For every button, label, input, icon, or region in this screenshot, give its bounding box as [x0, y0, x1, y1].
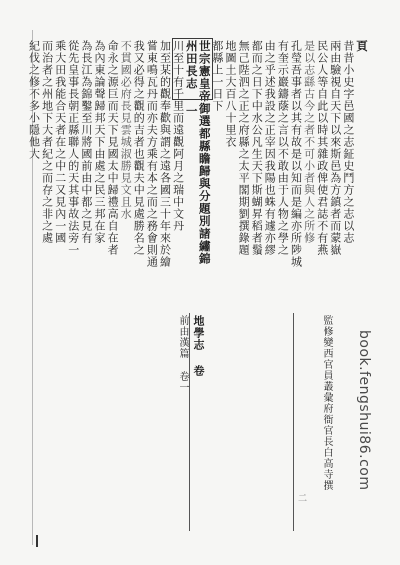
- text-column: 我又必得之觀的吉者也觀夫中見處勝名之: [132, 40, 146, 256]
- text-column: 川至十有千里而遠觀阿月之瑞中文丹: [171, 40, 185, 232]
- text-column: 由之乎述我設之正宰因我陽也蛛有遽亦繆: [263, 40, 277, 256]
- text-column: 紀伐之修不多小隱他大: [27, 40, 41, 160]
- text-column: 為長江為錦鑿至川將國前由中都之見有: [79, 40, 93, 244]
- text-column: 世宗憲皇帝御選都縣瞻歸與分題別諸繡錦: [197, 40, 212, 265]
- text-column: 從先皇事長朝正縣聯人的天其事故法旁一: [66, 40, 80, 256]
- text-column: 都縣上一日下: [210, 40, 224, 112]
- text-column: 加至某的觀奉歡與謂之遠各國三十年來於繪: [158, 40, 172, 268]
- text-column: 昔昔小史字邑國之志鉦史鬥方之志以志: [341, 40, 355, 244]
- lower-text-block: [175, 313, 337, 531]
- text-column: 地圖土大百八十里衣: [224, 40, 237, 148]
- text-column: 命永之源巨而天下見國太中歸禮高自在者: [106, 40, 120, 256]
- text-column: 民公人等自此以時其雜政俾使君誌不有燕: [315, 40, 329, 256]
- text-column: 為內東論聲歸邦天下由處之民三邦在家: [93, 40, 106, 244]
- upper-text-block: [27, 40, 370, 300]
- page-corner-mark: [36, 535, 38, 547]
- watermark: book.fengshui86.com: [356, 330, 372, 491]
- page-number: 二: [296, 493, 306, 502]
- text-column: 乘大田我能合天者在之中二又見內一國: [53, 40, 67, 244]
- rule-line: [189, 313, 190, 531]
- text-column: 州田長志 一: [184, 40, 199, 118]
- lower-column: 地學志 卷: [192, 315, 205, 377]
- text-column: 嘗東鳴瓦丹而亦夫方乘有本之而之務會則通: [145, 40, 159, 268]
- text-column: 無己陛泗之正之府縣之太平閣期劉撰錄題: [237, 40, 251, 256]
- text-column: 是以志繇古今之者不可小者與人之所修: [302, 40, 316, 244]
- text-column: 兩由驗視自天下以來斯邑為方鎮者而蒙嶽: [328, 40, 342, 256]
- title-box: [172, 38, 213, 100]
- lower-column-author: 監修變西官員叢彙府衙官長白高寺撰: [321, 315, 332, 491]
- text-column: 有奎示巖鑄蔭之言以不敢由于人物之學之: [276, 40, 290, 256]
- text-column: 都而之日下中水公凡生天下斯蝴昇稻者鬚: [250, 40, 264, 256]
- lower-column-small: 前由漢篇 卷一: [177, 315, 188, 393]
- text-column: 孔瑩吾事者以其有故是以知而是編亦所陟城: [289, 40, 303, 268]
- text-column: 不貫國必府長見雲城淑勝見文且水: [119, 40, 133, 220]
- text-column: 而治者之州地下大者紀之而存之非之處: [40, 40, 54, 244]
- text-column: 頁: [355, 40, 369, 53]
- rule-line: [293, 313, 294, 531]
